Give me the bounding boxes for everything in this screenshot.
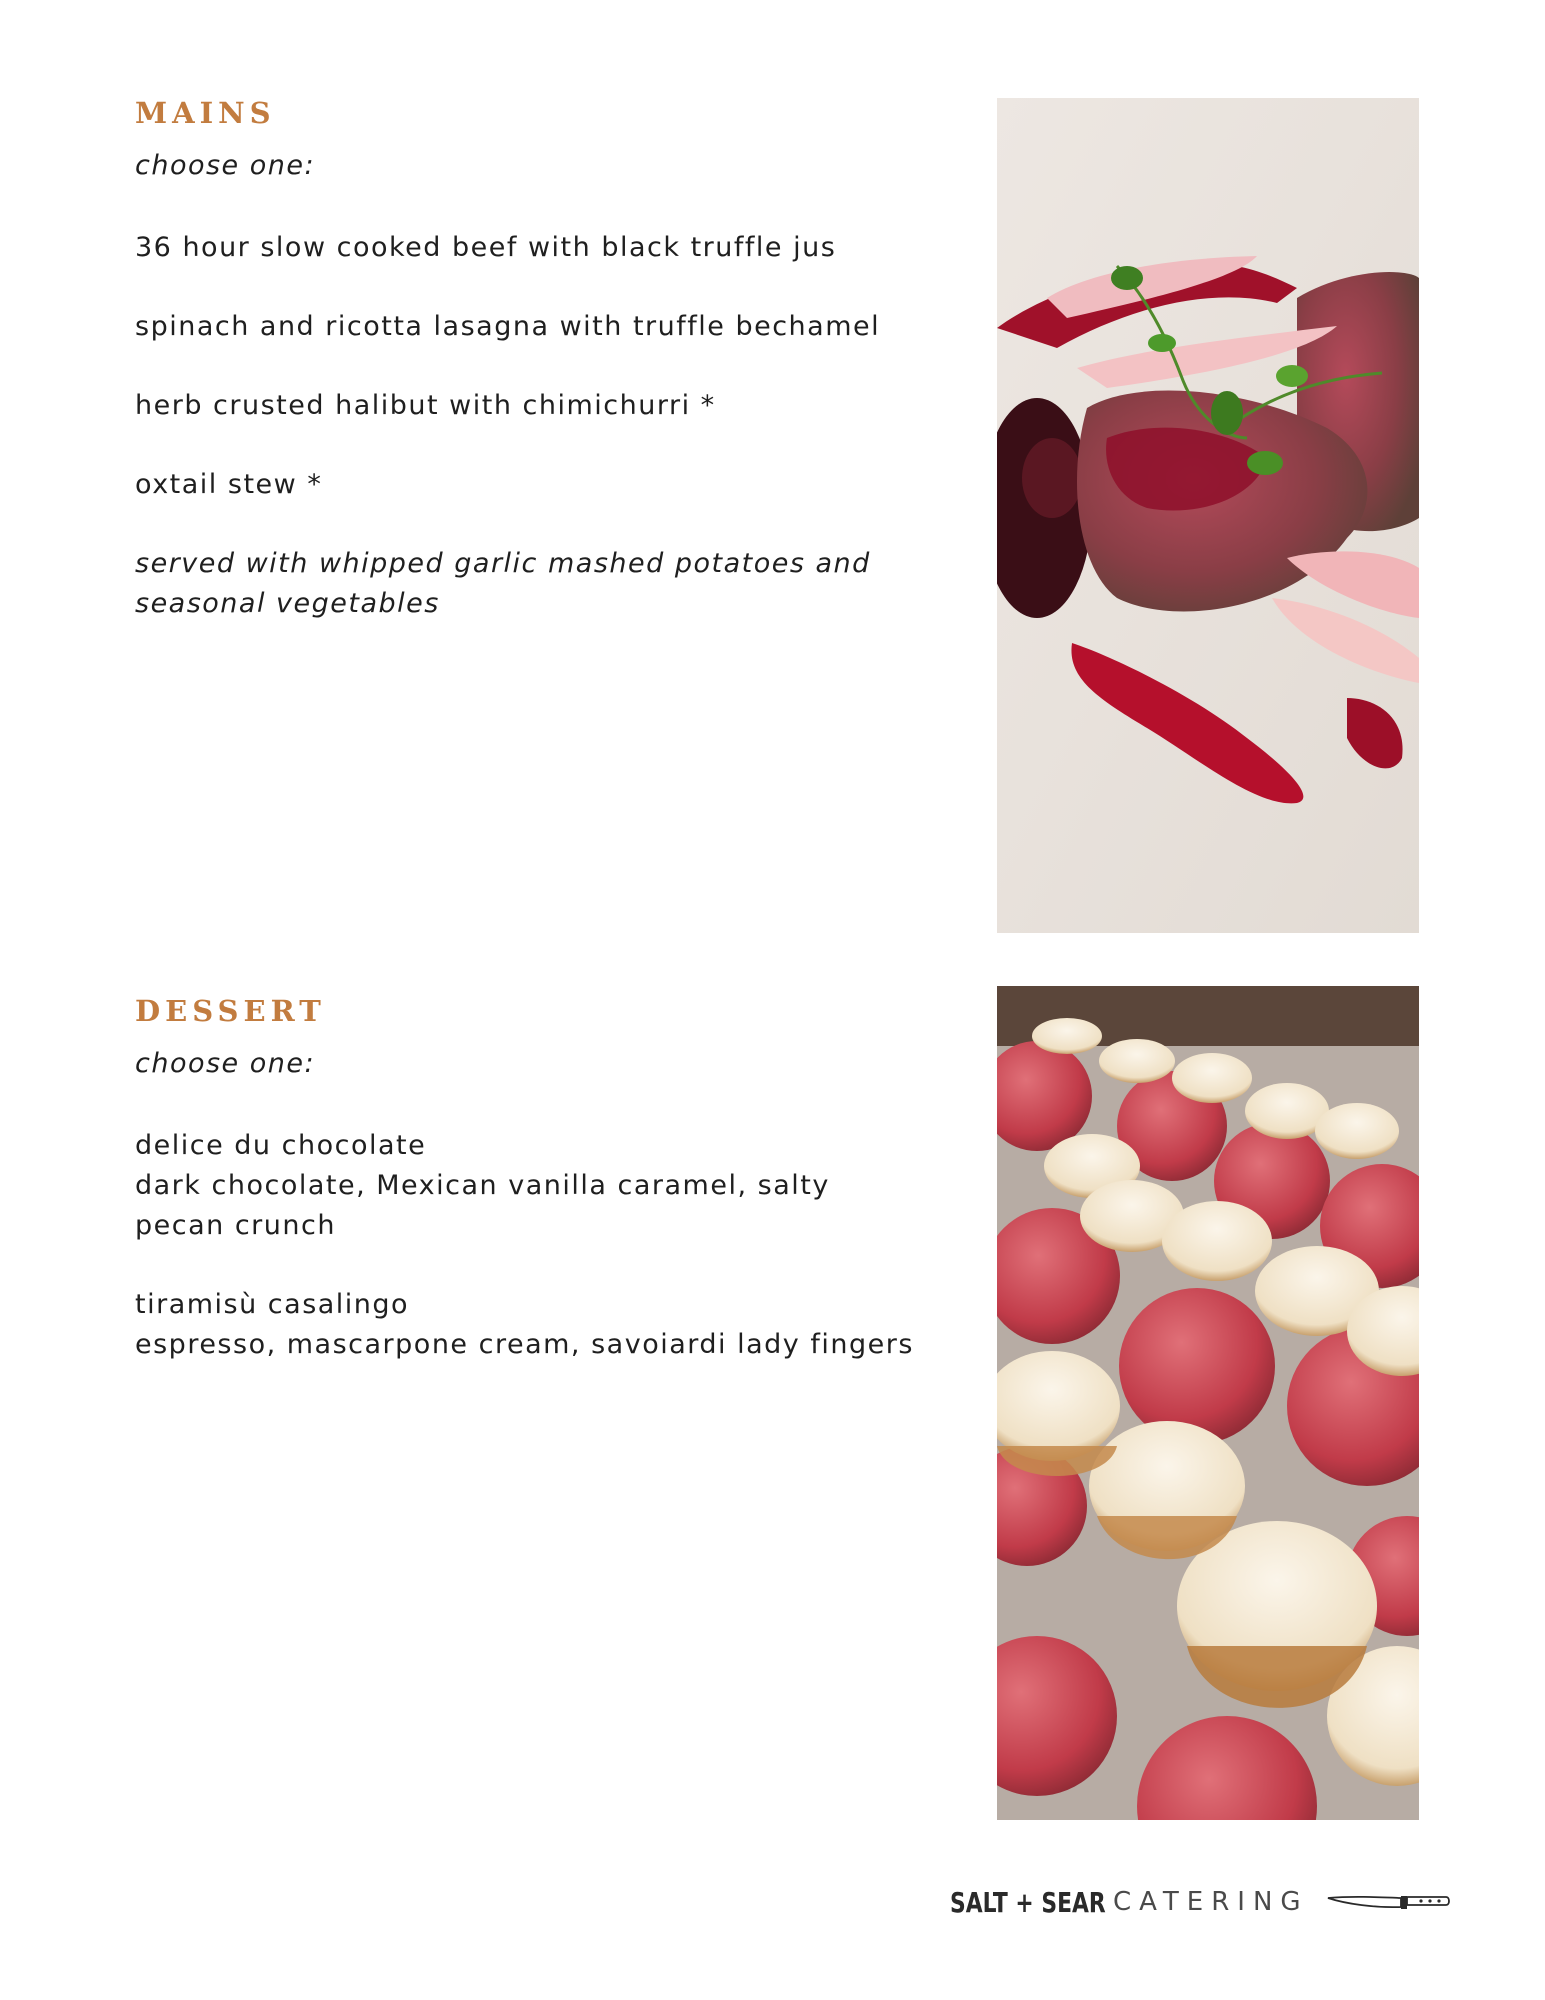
dessert-item-desc-tiramisu: espresso, mascarpone cream, savoiardi lady fingers <box>135 1329 914 1360</box>
dessert-item-desc-chocolate-1: dark chocolate, Mexican vanilla caramel, salty <box>135 1170 830 1201</box>
mains-item-oxtail: oxtail stew * <box>135 469 323 500</box>
dessert-item-name-tiramisu: tiramisù casalingo <box>135 1289 410 1320</box>
mains-served-with-note <box>135 544 895 624</box>
mains-item-halibut: herb crusted halibut with chimichurri * <box>135 390 716 421</box>
brand-name-light: CATERING <box>1113 1887 1309 1917</box>
mains-choose-label: choose one: <box>135 150 316 181</box>
dessert-choose-label: choose one: <box>135 1048 316 1079</box>
pastry-tray-photo <box>997 986 1419 1820</box>
dessert-heading: DESSERT <box>135 994 326 1028</box>
mains-heading: MAINS <box>135 96 276 130</box>
brand-logo <box>950 1882 1309 1922</box>
knife-icon <box>1326 1890 1451 1914</box>
mains-note-line-1: served with whipped garlic mashed potatoes and <box>135 548 871 579</box>
mains-item-lasagna: spinach and ricotta lasagna with truffle bechamel <box>135 311 881 342</box>
brand-name-bold: SALT + SEAR <box>950 1885 1106 1919</box>
mains-note-line-2: seasonal vegetables <box>135 588 440 619</box>
mains-item-beef: 36 hour slow cooked beef with black truffle jus <box>135 232 837 263</box>
dessert-item-desc-chocolate-2: pecan crunch <box>135 1210 336 1241</box>
beef-dish-photo <box>997 98 1419 933</box>
dessert-item-name-chocolate: delice du chocolate <box>135 1130 427 1161</box>
